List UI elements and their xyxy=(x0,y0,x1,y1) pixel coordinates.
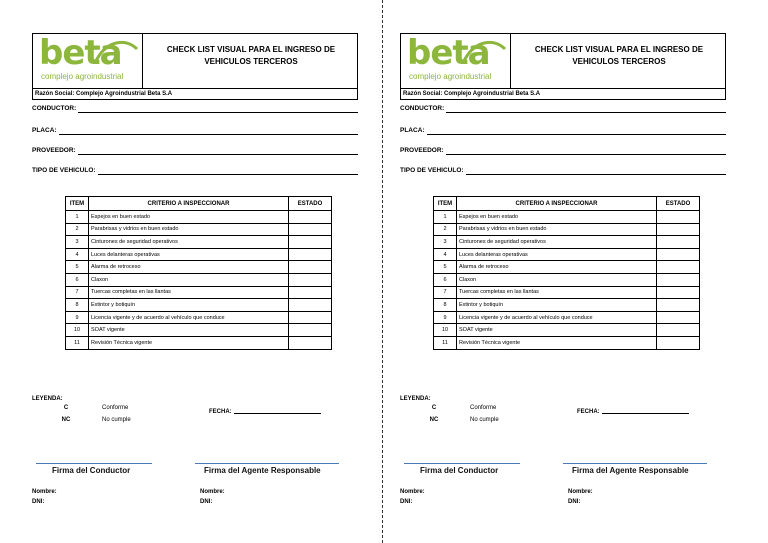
inspection-table xyxy=(65,196,332,350)
tipo-vehiculo-label: TIPO DE VEHICULO: xyxy=(400,167,464,174)
table-row xyxy=(66,324,332,337)
estado-cell[interactable] xyxy=(657,236,700,249)
razon-social: Razón Social: Complejo Agroindustrial Beta S.A xyxy=(32,89,358,100)
item-cell: 11 xyxy=(66,336,89,349)
proveedor-field[interactable] xyxy=(400,146,726,156)
dni-label: DNI: xyxy=(32,499,45,505)
logo-subtitle: complejo agroindustrial xyxy=(41,72,124,81)
estado-cell[interactable] xyxy=(289,324,332,337)
page-cut-divider xyxy=(382,0,383,543)
item-cell: 4 xyxy=(66,248,89,261)
leyenda-text: No cumple xyxy=(470,417,499,423)
criterio-cell: Alarma de retroceso xyxy=(89,261,289,274)
tipo-vehiculo-blank-line[interactable] xyxy=(466,174,726,175)
table-row xyxy=(66,223,332,236)
conductor-blank-line[interactable] xyxy=(446,112,726,113)
firma-agente-label: Firma del Agente Responsable xyxy=(204,466,321,475)
tipo-vehiculo-blank-line[interactable] xyxy=(98,174,358,175)
criterio-cell: Parabrisas y vidrios en buen estado xyxy=(89,223,289,236)
agente-signature-line[interactable] xyxy=(195,463,339,464)
criterio-cell: Revisión Técnica vigente xyxy=(89,336,289,349)
placa-field[interactable] xyxy=(32,126,358,136)
table-row xyxy=(434,248,700,261)
criterio-cell: Licencia vigente y de acuerdo al vehículo que conduce xyxy=(89,311,289,324)
conductor-field[interactable] xyxy=(400,104,726,114)
criterio-cell: SOAT vigente xyxy=(89,324,289,337)
estado-cell[interactable] xyxy=(657,324,700,337)
table-row xyxy=(66,336,332,349)
estado-cell[interactable] xyxy=(289,273,332,286)
criterio-cell: Tuercas completas en las llantas xyxy=(89,286,289,299)
estado-cell[interactable] xyxy=(657,311,700,324)
estado-cell[interactable] xyxy=(657,261,700,274)
item-cell: 10 xyxy=(66,324,89,337)
table-row xyxy=(434,211,700,224)
dni-label: DNI: xyxy=(568,499,581,505)
criterio-cell: Espejos en buen estado xyxy=(89,211,289,224)
estado-cell[interactable] xyxy=(289,223,332,236)
table-header-row xyxy=(66,197,332,211)
leyenda-text: No cumple xyxy=(102,417,131,423)
leyenda-code: C xyxy=(431,405,437,411)
estado-cell[interactable] xyxy=(657,286,700,299)
criterio-cell: Claxon xyxy=(457,273,657,286)
criterio-cell: Alarma de retroceso xyxy=(457,261,657,274)
form-title: CHECK LIST VISUAL PARA EL INGRESO DE VEHICULOS TERCEROS xyxy=(534,45,704,66)
agente-id-block xyxy=(200,487,225,507)
conductor-id-block xyxy=(32,487,57,507)
firma-agente-label: Firma del Agente Responsable xyxy=(572,466,689,475)
item-column-header: ITEM xyxy=(66,197,89,211)
item-cell: 9 xyxy=(434,311,457,324)
firma-conductor-label: Firma del Conductor xyxy=(52,466,131,475)
item-cell: 1 xyxy=(434,211,457,224)
table-row xyxy=(66,261,332,274)
criterio-cell: Espejos en buen estado xyxy=(457,211,657,224)
firma-conductor-label: Firma del Conductor xyxy=(420,466,499,475)
fecha-blank-line[interactable] xyxy=(234,413,321,414)
dni-label: DNI: xyxy=(200,499,213,505)
checklist-form-left xyxy=(32,0,367,543)
company-logo xyxy=(33,34,143,88)
conductor-id-block xyxy=(400,487,425,507)
item-cell: 6 xyxy=(66,273,89,286)
conductor-blank-line[interactable] xyxy=(78,112,358,113)
criterio-cell: Extintor y botiquín xyxy=(457,299,657,312)
table-row xyxy=(434,286,700,299)
criterio-cell: Luces delanteras operativas xyxy=(89,248,289,261)
estado-cell[interactable] xyxy=(289,248,332,261)
criterio-column-header: CRITERIO A INSPECCIONAR xyxy=(89,197,289,211)
table-row xyxy=(434,324,700,337)
item-cell: 5 xyxy=(434,261,457,274)
form-title: CHECK LIST VISUAL PARA EL INGRESO DE VEHICULOS TERCEROS xyxy=(166,45,336,66)
proveedor-label: PROVEEDOR: xyxy=(400,147,444,154)
placa-label: PLACA: xyxy=(32,127,57,134)
agente-id-block xyxy=(568,487,593,507)
estado-cell[interactable] xyxy=(289,261,332,274)
estado-column-header: ESTADO xyxy=(657,197,700,211)
tipo-vehiculo-label: TIPO DE VEHICULO: xyxy=(32,167,96,174)
estado-cell[interactable] xyxy=(657,223,700,236)
leyenda-title: LEYENDA: xyxy=(400,396,431,402)
conductor-label: CONDUCTOR: xyxy=(32,105,77,112)
fecha-label: FECHA: xyxy=(209,409,232,415)
estado-cell[interactable] xyxy=(657,248,700,261)
table-row xyxy=(66,248,332,261)
item-cell: 8 xyxy=(434,299,457,312)
razon-social: Razón Social: Complejo Agroindustrial Beta S.A xyxy=(400,89,726,100)
item-cell: 5 xyxy=(66,261,89,274)
logo-wordmark: beta xyxy=(407,33,490,73)
table-row xyxy=(66,286,332,299)
item-cell: 8 xyxy=(66,299,89,312)
criterio-column-header: CRITERIO A INSPECCIONAR xyxy=(457,197,657,211)
item-column-header: ITEM xyxy=(434,197,457,211)
table-row xyxy=(66,299,332,312)
form-header xyxy=(32,33,358,89)
criterio-cell: Luces delanteras operativas xyxy=(457,248,657,261)
proveedor-blank-line[interactable] xyxy=(78,154,358,155)
leyenda-code: NC xyxy=(61,417,71,423)
table-row xyxy=(66,236,332,249)
item-cell: 2 xyxy=(434,223,457,236)
nombre-label: Nombre: xyxy=(400,489,425,495)
item-cell: 1 xyxy=(66,211,89,224)
item-cell: 3 xyxy=(434,236,457,249)
estado-cell[interactable] xyxy=(289,299,332,312)
proveedor-field[interactable] xyxy=(32,146,358,156)
item-cell: 10 xyxy=(434,324,457,337)
logo-swoosh-icon xyxy=(91,39,139,67)
logo-wordmark: beta xyxy=(39,33,122,73)
checklist-form-right xyxy=(400,0,735,543)
estado-cell[interactable] xyxy=(657,336,700,349)
table-row xyxy=(66,273,332,286)
placa-blank-line[interactable] xyxy=(59,134,358,135)
criterio-cell: Licencia vigente y de acuerdo al vehículo que conduce xyxy=(457,311,657,324)
table-row xyxy=(66,211,332,224)
conductor-signature-line[interactable] xyxy=(36,463,152,464)
table-row xyxy=(434,273,700,286)
inspection-table xyxy=(433,196,700,350)
criterio-cell: Cinturones de seguridad operativos xyxy=(89,236,289,249)
logo-subtitle: complejo agroindustrial xyxy=(409,72,492,81)
table-row xyxy=(434,236,700,249)
item-cell: 2 xyxy=(66,223,89,236)
item-cell: 4 xyxy=(434,248,457,261)
item-cell: 6 xyxy=(434,273,457,286)
estado-cell[interactable] xyxy=(657,211,700,224)
item-cell: 7 xyxy=(434,286,457,299)
item-cell: 9 xyxy=(66,311,89,324)
dni-label: DNI: xyxy=(400,499,413,505)
placa-label: PLACA: xyxy=(400,127,425,134)
conductor-label: CONDUCTOR: xyxy=(400,105,445,112)
leyenda-text: Conforme xyxy=(470,405,497,411)
nombre-label: Nombre: xyxy=(200,489,225,495)
leyenda-text: Conforme xyxy=(102,405,129,411)
company-logo xyxy=(401,34,511,88)
estado-column-header: ESTADO xyxy=(289,197,332,211)
criterio-cell: Claxon xyxy=(89,273,289,286)
placa-field[interactable] xyxy=(400,126,726,136)
tipo-vehiculo-field[interactable] xyxy=(400,166,726,176)
leyenda-code: C xyxy=(63,405,69,411)
criterio-cell: SOAT vigente xyxy=(457,324,657,337)
estado-cell[interactable] xyxy=(289,286,332,299)
table-header-row xyxy=(434,197,700,211)
form-header xyxy=(400,33,726,89)
proveedor-label: PROVEEDOR: xyxy=(32,147,76,154)
logo-swoosh-icon xyxy=(459,39,507,67)
item-cell: 7 xyxy=(66,286,89,299)
estado-cell[interactable] xyxy=(289,211,332,224)
estado-cell[interactable] xyxy=(289,336,332,349)
fecha-field[interactable] xyxy=(577,407,727,415)
fecha-blank-line[interactable] xyxy=(602,413,689,414)
leyenda-title: LEYENDA: xyxy=(32,396,63,402)
item-cell: 11 xyxy=(434,336,457,349)
table-row xyxy=(434,336,700,349)
placa-blank-line[interactable] xyxy=(427,134,726,135)
criterio-cell: Tuercas completas en las llantas xyxy=(457,286,657,299)
tipo-vehiculo-field[interactable] xyxy=(32,166,358,176)
criterio-cell: Cinturones de seguridad operativos xyxy=(457,236,657,249)
leyenda-code: NC xyxy=(429,417,439,423)
table-row xyxy=(434,311,700,324)
fecha-label: FECHA: xyxy=(577,409,600,415)
table-row xyxy=(66,311,332,324)
table-row xyxy=(434,223,700,236)
estado-cell[interactable] xyxy=(289,236,332,249)
nombre-label: Nombre: xyxy=(568,489,593,495)
criterio-cell: Parabrisas y vidrios en buen estado xyxy=(457,223,657,236)
criterio-cell: Revisión Técnica vigente xyxy=(457,336,657,349)
nombre-label: Nombre: xyxy=(32,489,57,495)
table-row xyxy=(434,299,700,312)
criterio-cell: Extintor y botiquín xyxy=(89,299,289,312)
item-cell: 3 xyxy=(66,236,89,249)
estado-cell[interactable] xyxy=(657,273,700,286)
estado-cell[interactable] xyxy=(289,311,332,324)
estado-cell[interactable] xyxy=(657,299,700,312)
proveedor-blank-line[interactable] xyxy=(446,154,726,155)
fecha-field[interactable] xyxy=(209,407,359,415)
conductor-field[interactable] xyxy=(32,104,358,114)
conductor-signature-line[interactable] xyxy=(404,463,520,464)
agente-signature-line[interactable] xyxy=(563,463,707,464)
table-row xyxy=(434,261,700,274)
